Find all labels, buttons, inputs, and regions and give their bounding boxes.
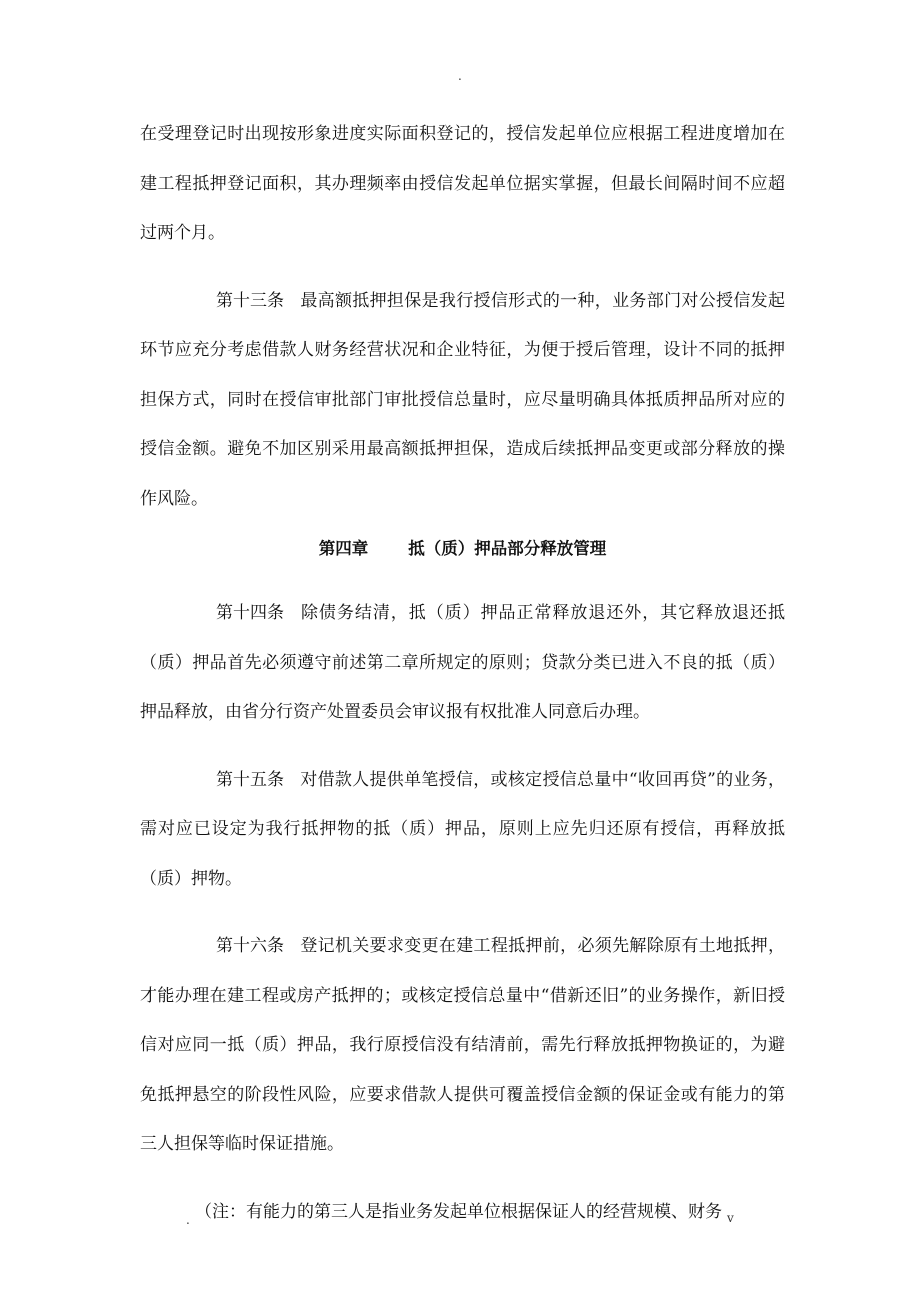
paragraph-continued: 在受理登记时出现按形象进度实际面积登记的，授信发起单位应根据工程进度增加在建工程抵押登记面积，其办理频率由授信发起单位据实掌握，但最长间隔时间不应超过两个月。 — [140, 124, 785, 243]
header-dot: . — [458, 69, 462, 83]
article-13-number: 第十三条 — [216, 290, 284, 311]
chapter-heading — [140, 534, 785, 564]
chapter-title: 抵（质）押品部分释放管理 — [408, 539, 607, 558]
article-13 — [140, 277, 785, 525]
article-15 — [140, 756, 785, 905]
article-14-number: 第十四条 — [216, 603, 284, 623]
note-paragraph: （注：有能力的第三人是指业务发起单位根据保证人的经营规模、财务 — [195, 1201, 722, 1222]
article-16-number: 第十六条 — [216, 936, 284, 956]
article-16-text: 登记机关要求变更在建工程抵押前，必须先解除原有土地抵押，才能办理在建工程或房产抵押的；或核定授信总量中“借新还旧”的业务操作，新旧授信对应同一抵（质）押品，我行原授信没有结清前，需先行释放抵押物换证的，为避免抵押悬空的阶段性风险，应要求借款人提供可覆盖授信金额的保证金或有能力的第三人担保等临时保证措施。 — [140, 936, 785, 1154]
article-15-number: 第十五条 — [216, 769, 284, 790]
footer-mark: v — [727, 1211, 734, 1225]
article-14 — [140, 589, 785, 738]
document-body — [140, 110, 785, 1255]
article-16 — [140, 922, 785, 1170]
article-14-text: 除债务结清，抵（质）押品正常释放退还外，其它释放退还抵（质）押品首先必须遵守前述第二章所规定的原则；贷款分类已进入不良的抵（质）押品释放，由省分行资产处置委员会审议报有权批准人同意后办理。 — [140, 603, 785, 722]
chapter-number: 第四章 — [318, 539, 369, 558]
article-13-text: 最高额抵押担保是我行授信形式的一种，业务部门对公授信发起环节应充分考虑借款人财务经营状况和企业特征，为便于授后管理，设计不同的抵押担保方式，同时在授信审批部门审批授信总量时，应尽量明确具体抵质押品所对应的授信金额。避免不加区别采用最高额抵押担保，造成后续抵押品变更或部分释放的操作风险。 — [140, 290, 785, 509]
article-15-text: 对借款人提供单笔授信，或核定授信总量中“收回再贷”的业务，需对应已设定为我行抵押物的抵（质）押品，原则上应先归还原有授信，再释放抵（质）押物。 — [140, 769, 785, 889]
footer-dot: . — [186, 1213, 190, 1227]
